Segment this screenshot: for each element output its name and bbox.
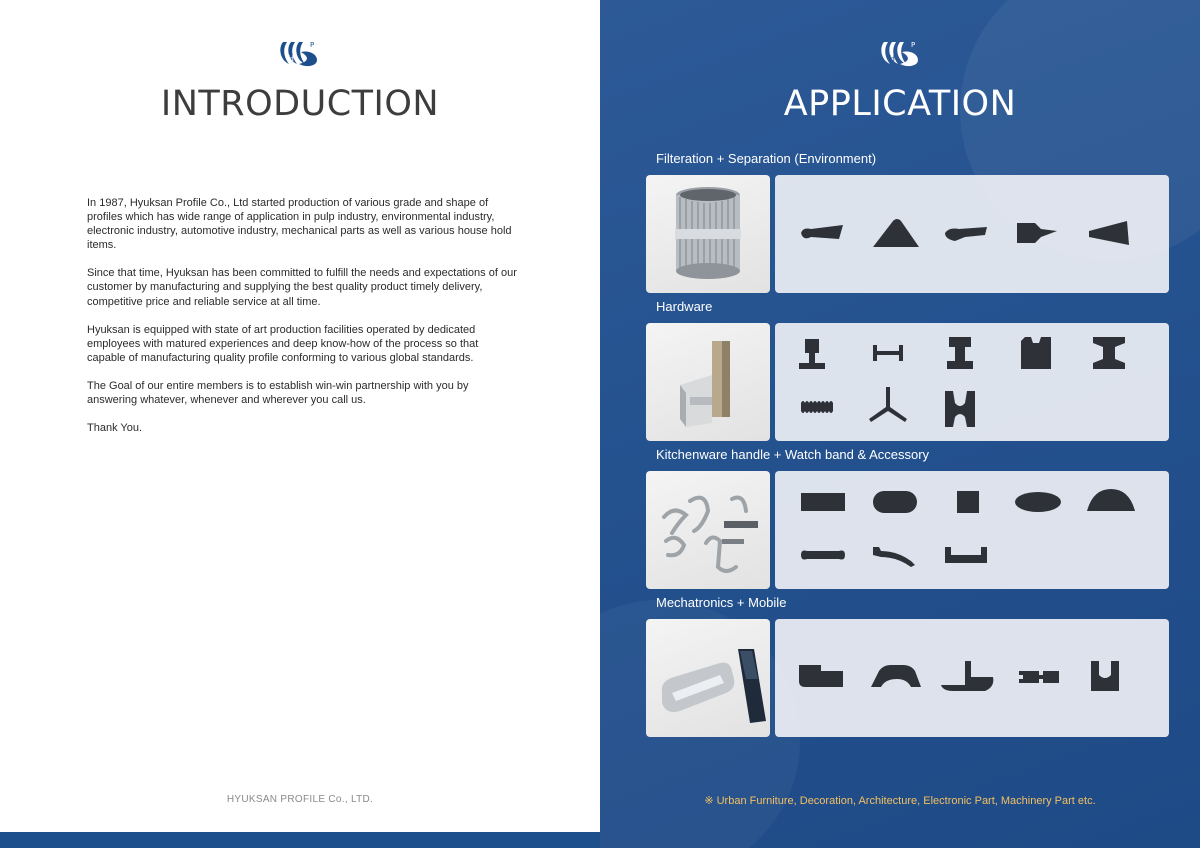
- profile-shape: [869, 387, 907, 422]
- profile-shape: [1091, 661, 1119, 691]
- profile-shapes-kitchenware: [775, 471, 1169, 589]
- profile-shape: [1017, 223, 1057, 243]
- application-note: ※ Urban Furniture, Decoration, Architecture, Electronic Part, Machinery Part etc.: [704, 795, 1096, 807]
- profile-shapes-filtration: [775, 175, 1169, 293]
- photo-kitchenware: [646, 471, 770, 589]
- profile-shape: [1089, 221, 1129, 245]
- bottom-accent-bar: [0, 832, 600, 848]
- intro-closing: Thank You.: [87, 422, 143, 435]
- svg-text:P: P: [911, 41, 916, 49]
- hsp-logo-icon: [279, 38, 321, 68]
- profile-shape: [873, 547, 915, 567]
- profile-shape: [873, 491, 917, 513]
- profile-shape: [799, 339, 825, 369]
- profile-shape: [801, 401, 833, 413]
- profile-shape: [799, 665, 843, 687]
- page-title: INTRODUCTION: [160, 84, 440, 124]
- photo-filtration: [646, 175, 770, 293]
- profile-shapes-hardware: [775, 323, 1169, 441]
- profile-shape: [957, 491, 979, 513]
- profile-shape: [941, 661, 993, 691]
- profile-shape: [947, 337, 973, 369]
- hsp-logo-icon: [880, 38, 922, 68]
- intro-paragraph: The Goal of our entire members is to establish win-win partnership with you by answering whatever, whenever and wherever you call us.: [87, 379, 469, 407]
- metal-bracket-profile-icon: [646, 323, 770, 441]
- svg-text:P: P: [310, 41, 315, 49]
- photo-mechatronics: [646, 619, 770, 737]
- intro-text: [87, 196, 517, 449]
- profile-shape: [1087, 489, 1135, 511]
- profile-shape: [945, 547, 987, 563]
- company-footer: HYUKSAN PROFILE Co., LTD.: [226, 794, 374, 805]
- intro-paragraph: Since that time, Hyuksan has been committed to fulfill the needs and expectations of our customer by manufacturing and supplying the best quality product timely delivery, competitive price and reliable service at all time.: [87, 267, 517, 308]
- svg-text:H: H: [288, 54, 295, 63]
- profile-shape: [871, 665, 921, 687]
- profile-shape: [1093, 337, 1125, 369]
- profile-shapes-mechatronics: [775, 619, 1169, 737]
- profile-shape: [801, 551, 845, 560]
- section-title-hardware: Hardware: [656, 299, 713, 314]
- intro-paragraph: In 1987, Hyuksan Profile Co., Ltd started production of various grade and shape of profiles which has wide range of application in pulp industry, environmental industry, electronic industry, automotive industry, mechanical parts as well as various house hold items.: [87, 197, 512, 252]
- photo-hardware: [646, 323, 770, 441]
- profile-shape: [1019, 671, 1059, 683]
- profile-shape: [945, 391, 975, 427]
- bent-wire-handles-icon: [646, 471, 770, 589]
- profile-shape: [873, 345, 903, 361]
- section-title-mechatronics: Mechatronics + Mobile: [656, 595, 787, 610]
- wedge-wire-screen-cylinder-icon: [646, 175, 770, 293]
- profile-shape: [945, 227, 987, 241]
- section-title-kitchenware: Kitchenware handle + Watch band & Accessory: [656, 447, 930, 462]
- intro-paragraph: Hyuksan is equipped with state of art production facilities operated by dedicated employees with matured experiences and deep know-how of the process so that capable of manufacturing quality profile conforming to various global standards.: [87, 323, 479, 364]
- mobile-part-icon: [646, 619, 770, 737]
- right-page: [600, 0, 1200, 848]
- profile-shape: [1015, 492, 1061, 512]
- svg-text:H: H: [889, 54, 896, 63]
- profile-shape: [801, 225, 843, 239]
- profile-shape: [801, 493, 845, 511]
- page-title: APPLICATION: [783, 84, 1017, 124]
- profile-shape: [1021, 337, 1051, 369]
- section-title-filtration: Filteration + Separation (Environment): [656, 151, 877, 166]
- profile-shape: [873, 219, 919, 247]
